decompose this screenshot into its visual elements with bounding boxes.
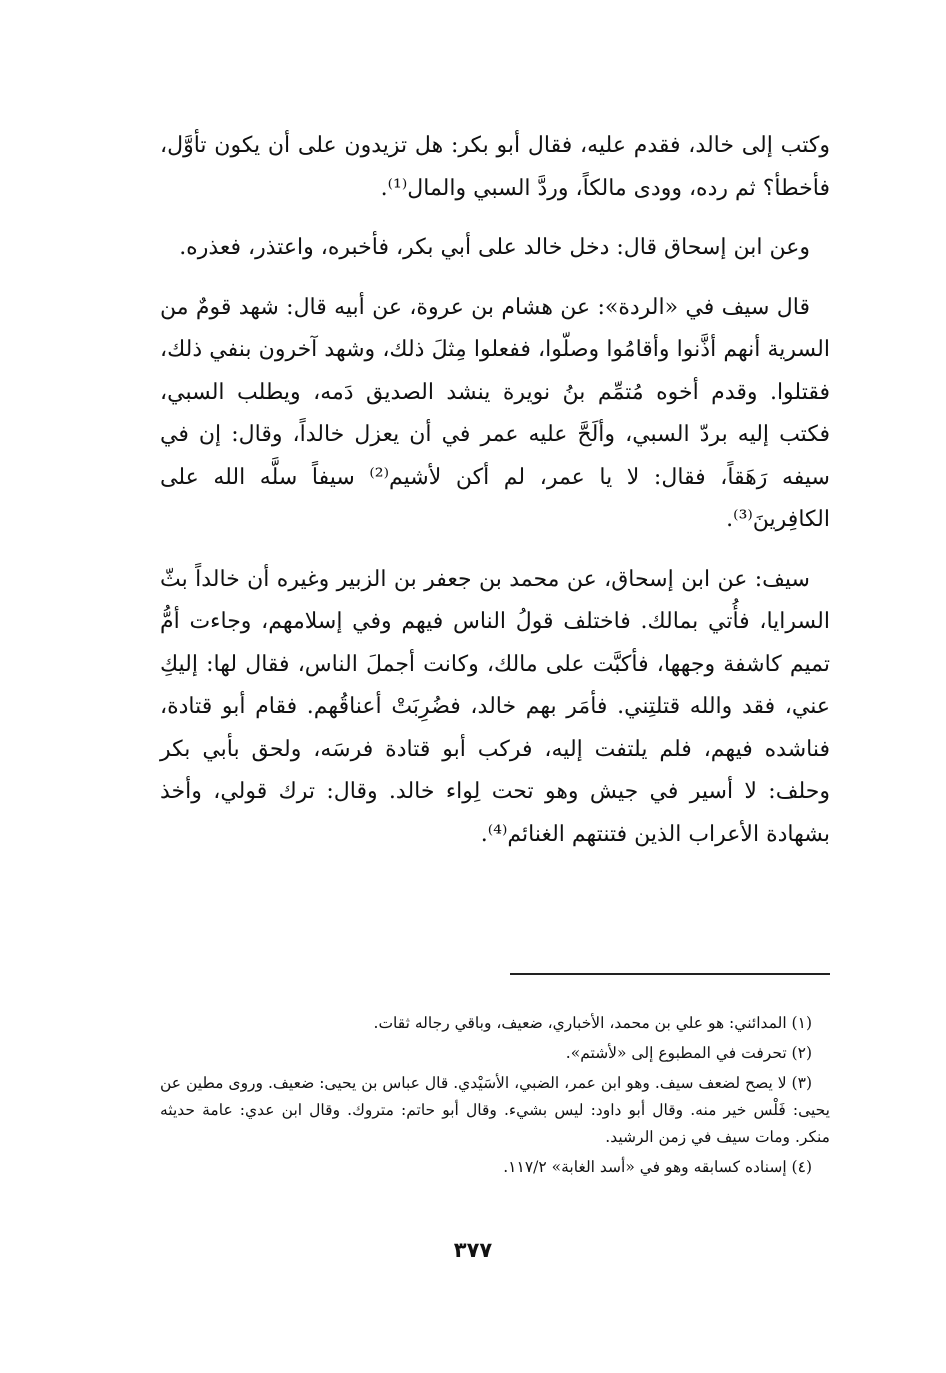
page-number: ٣٧٧ (453, 1238, 493, 1262)
footnote-separator (510, 973, 830, 975)
main-text (160, 125, 830, 873)
footnote-2: (٢) تحرفت في المطبوع إلى «لأشتم». (565, 1044, 812, 1062)
paragraph-1: وكتب إلى خالد، فقدم عليه، فقال أبو بكر: هل تزيدون على أن يكون تأوَّل، فأخطأ؟ ثم رده، وودى مالكاً، وردَّ السبي والمال⁽¹⁾. (160, 133, 830, 201)
footnote-4: (٤) إسناده كسابقه وهو في «أسد الغابة» ١١٧/٢. (503, 1158, 812, 1176)
footnotes (160, 1010, 830, 1184)
footnote-1: (١) المدائني: هو علي بن محمد، الأخباري، ضعيف، وباقي رجاله ثقات. (373, 1014, 812, 1032)
paragraph-2: وعن ابن إسحاق قال: دخل خالد على أبي بكر، فأخبره، واعتذر، فعذره. (179, 235, 810, 260)
paragraph-3: قال سيف في «الردة»: عن هشام بن عروة، عن أبيه قال: شهد قومٌ من السرية أنهم أذَّنوا وأقامُوا وصلّوا، ففعلوا مِثلَ ذلك، وشهد آخرون بنفي ذلك، فقتلوا. وقدم أخوه مُتمِّم بنُ نويرة ينشد الصديق دَمه، ويطلب السبي، فكتب إليه بردّ السبي، وألَحَّ عليه عمر في أن يعزل خالداً، وقال: إن في سيفه رَهَقاً، فقال: لا يا عمر، لم أكن لأشيم⁽²⁾ سيفاً سلَّه الله على الكافِرينَ⁽³⁾. (160, 294, 830, 532)
footnote-3: (٣) لا يصح لضعف سيف. وهو ابن عمر، الضبي، الأسَيْدي. قال عباس بن يحيى: ضعيف. وروى مطين عن يحيى: فَلْس خير منه. وقال أبو داود: ليس بشيء. وقال أبو حاتم: متروك. وقال ابن عدي: عامة حديثه منكر. ومات سيف في زمن الرشيد. (160, 1074, 830, 1146)
paragraph-4: سيف: عن ابن إسحاق، عن محمد بن جعفر بن الزبير وغيره أن خالداً بثّ السرايا، فأُتي بمالك. فاختلف قولُ الناس فيهم وفي إسلامهم، وجاءت أمُّ تميم كاشفة وجهها، فأكبَّت على مالك، وكانت أجملَ الناس، فقال لها: إليكِ عني، فقد والله قتلتِني. فأمَر بهم خالد، فضُرِبَتْ أعناقُهم. فقام أبو قتادة، فناشده فيهم، فلم يلتفت إليه، فركب أبو قتادة فرسَه، ولحق بأبي بكر وحلف: لا أسير في جيش وهو تحت لِواء خالد. وقال: ترك قولي، وأخذ بشهادة الأعراب الذين فتنتهم الغنائم⁽⁴⁾. (160, 566, 830, 847)
